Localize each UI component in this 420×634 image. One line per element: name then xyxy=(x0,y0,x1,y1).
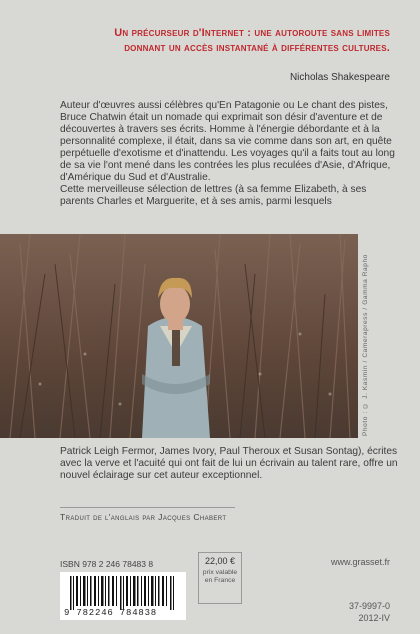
author-photo xyxy=(0,234,358,438)
description-paragraph-1b: Cette merveilleuse sélection de lettres (à sa femme Elizabeth, à ses parents Charles et Marguerite, et à ses amis, parmi lesquels xyxy=(60,184,367,207)
divider xyxy=(60,507,235,508)
description-paragraph-2: Patrick Leigh Fermor, James Ivory, Paul Theroux et Susan Sontag), écrites avec la verve et l'acuité qui ont fait de lui un écrivain au talent rare, offre un nouvel éclairage sur cet auteur exceptionnel. xyxy=(60,446,398,481)
price-note: prix valable en France xyxy=(202,569,238,584)
publisher-url: www.grasset.fr xyxy=(330,557,390,567)
edition-code: 2012-IV xyxy=(358,613,390,623)
description-bottom xyxy=(60,446,398,482)
translator-credit: Traduit de l'anglais par Jacques Chabert xyxy=(60,512,227,522)
author-photo-illustration xyxy=(0,234,358,438)
pull-quote: Un précurseur d'Internet : une autoroute sans limites donnant un accès instantané à différentes cultures. xyxy=(114,27,390,54)
barcode xyxy=(60,572,186,620)
photo-credit: Photo : © J. Kasmin / Camerapress / Gamma Rapho xyxy=(362,254,369,436)
price-box xyxy=(198,552,242,604)
barcode-bars xyxy=(66,576,180,610)
description-top xyxy=(60,100,398,208)
description-paragraph-1: Auteur d'œuvres aussi célèbres qu'En Patagonie ou Le chant des pistes, Bruce Chatwin était un nomade qui exprimait son désir d'aventure et de découvertes à travers ses écrits. Homme à l'énergie débordante et à la personnalité complexe, il était, dans sa vie comme dans son art, en quête perpétuelle d'exotisme et d'inattendu. Les voyages qu'il a faits tout au long de sa vie l'ont mené dans les contrées les plus reculées d'Asie, d'Afrique, d'Amérique du Sud et d'Australie. xyxy=(60,100,395,183)
isbn: ISBN 978 2 246 78483 8 xyxy=(60,559,154,569)
quote-author: Nicholas Shakespeare xyxy=(289,72,390,83)
price: 22,00 € xyxy=(204,556,236,566)
barcode-digits: 9 782246 784838 xyxy=(64,608,158,618)
reference-code: 37-9997-0 xyxy=(348,601,390,611)
